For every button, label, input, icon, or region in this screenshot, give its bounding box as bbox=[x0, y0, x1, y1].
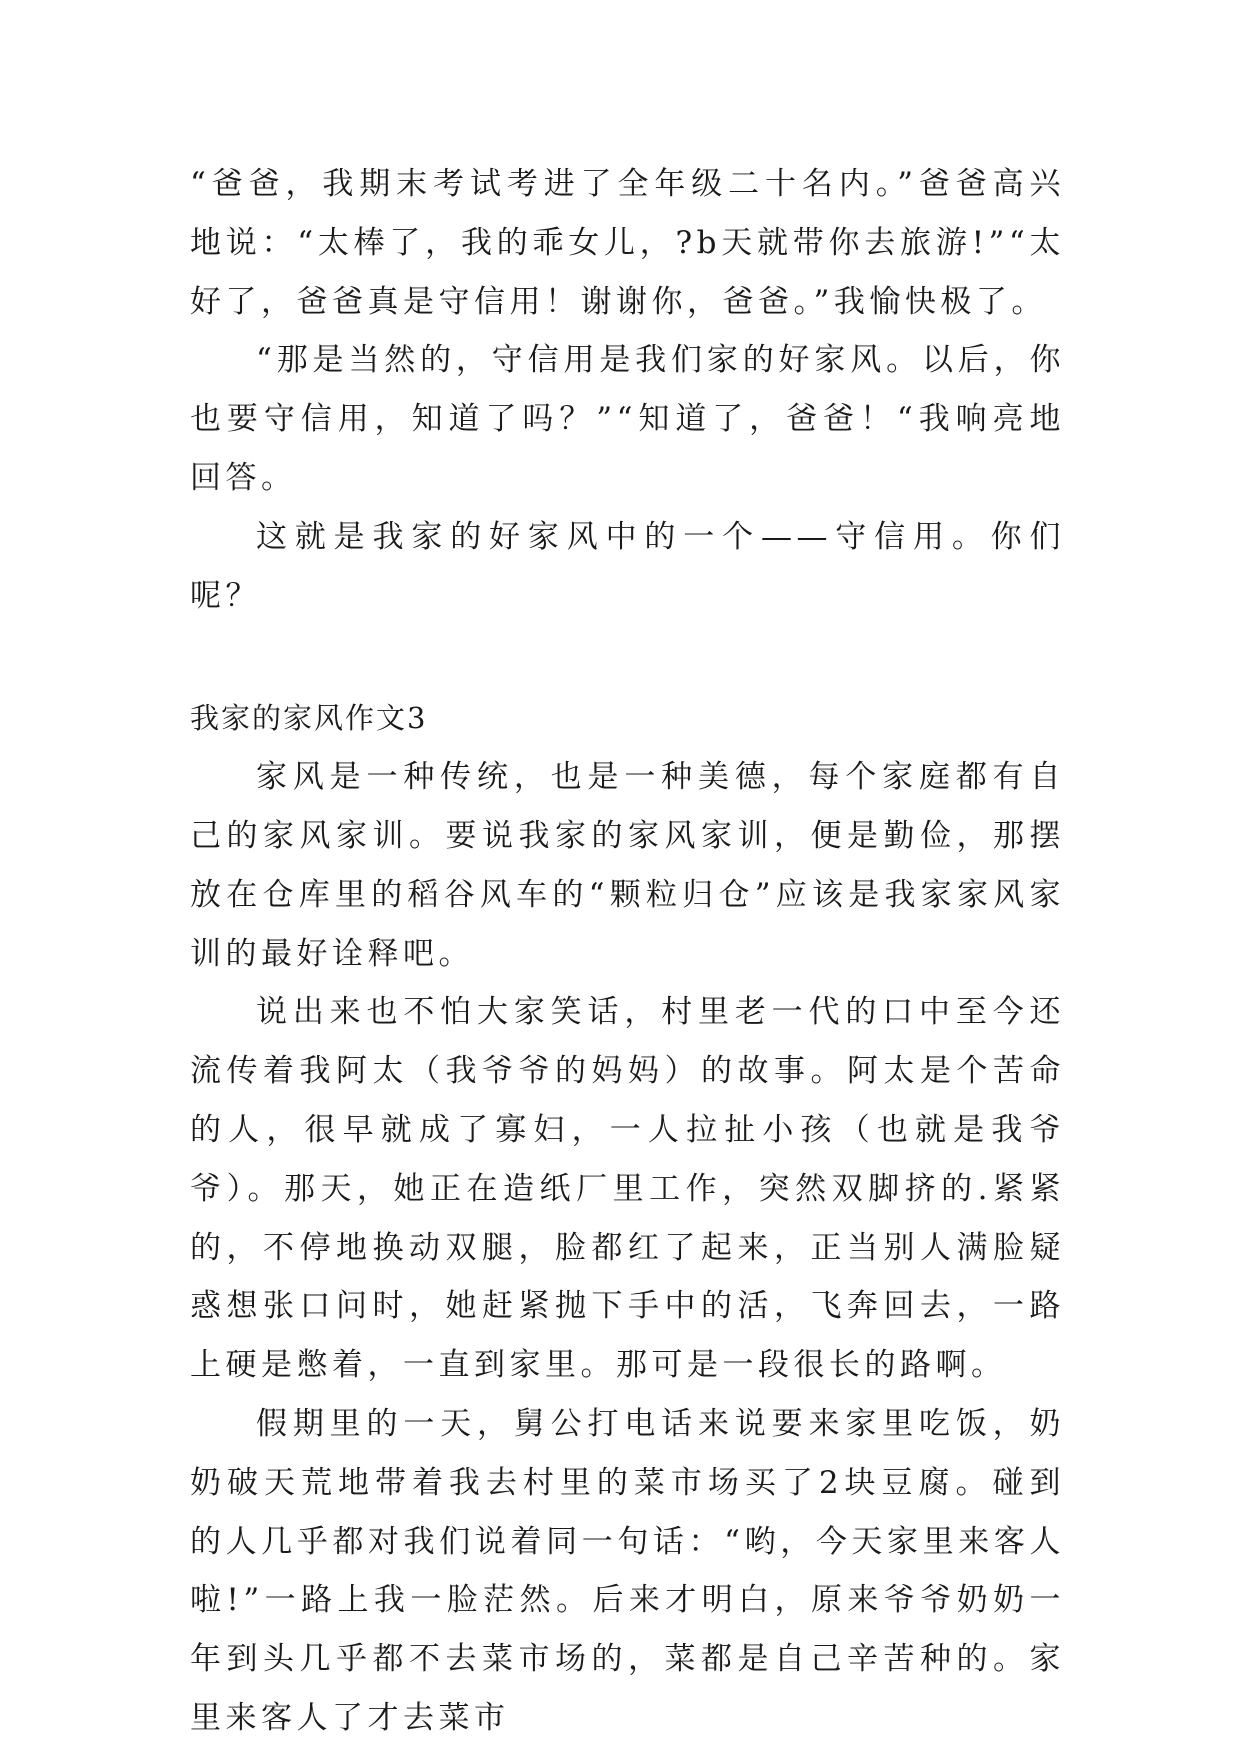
paragraph-promise-dialogue: “爸爸，我期末考试考进了全年级二十名内。”爸爸高兴地说：“太棒了，我的乖女儿，?b天就带你去旅游!”“太好了，爸爸真是守信用！谢谢你，爸爸。”我愉快极了。 bbox=[190, 166, 1065, 320]
paragraph-family-tradition: 家风是一种传统，也是一种美德，每个家庭都有自己的家风家训。要说我家的家风家训，便是勤俭，那摆放在仓库里的稻谷风车的“颗粒归仓”应该是我家家风家训的最好诠释吧。 bbox=[190, 759, 1065, 972]
paragraph-trustworthiness: “那是当然的，守信用是我们家的好家风。以后，你也要守信用，知道了吗？”“知道了，爸爸！“我响亮地回答。 bbox=[190, 342, 1065, 496]
paragraph-conclusion: 这就是我家的好家风中的一个——守信用。你们呢？ bbox=[190, 518, 1065, 614]
paragraph-market-visit: 假期里的一天，舅公打电话来说要来家里吃饭，奶奶破天荒地带着我去村里的菜市场买了2块豆腐。碰到的人几乎都对我们说着同一句话：“哟，今天家里来客人啦!”一路上我一脸茫然。后来才明白，原来爷爷奶奶一年到头几乎都不去菜市场的，菜都是自己辛苦种的。家里来客人了才去菜市 bbox=[190, 1405, 1065, 1736]
section-spacer bbox=[190, 625, 1065, 689]
document-page bbox=[190, 155, 1065, 1748]
paragraph-ataix-story: 说出来也不怕大家笑话，村里老一代的口中至今还流传着我阿太（我爷爷的妈妈）的故事。阿太是个苦命的人，很早就成了寡妇，一人拉扯小孩（也就是我爷爷）。那天，她正在造纸厂里工作，突然双脚挤的.紧紧的，不停地换动双腿，脸都红了起来，正当别人满脸疑惑想张口问时，她赶紧抛下手中的活，飞奔回去，一路上硬是憋着，一直到家里。那可是一段很长的路啊。 bbox=[190, 994, 1065, 1384]
essay-heading: 我家的家风作文3 bbox=[190, 701, 428, 736]
